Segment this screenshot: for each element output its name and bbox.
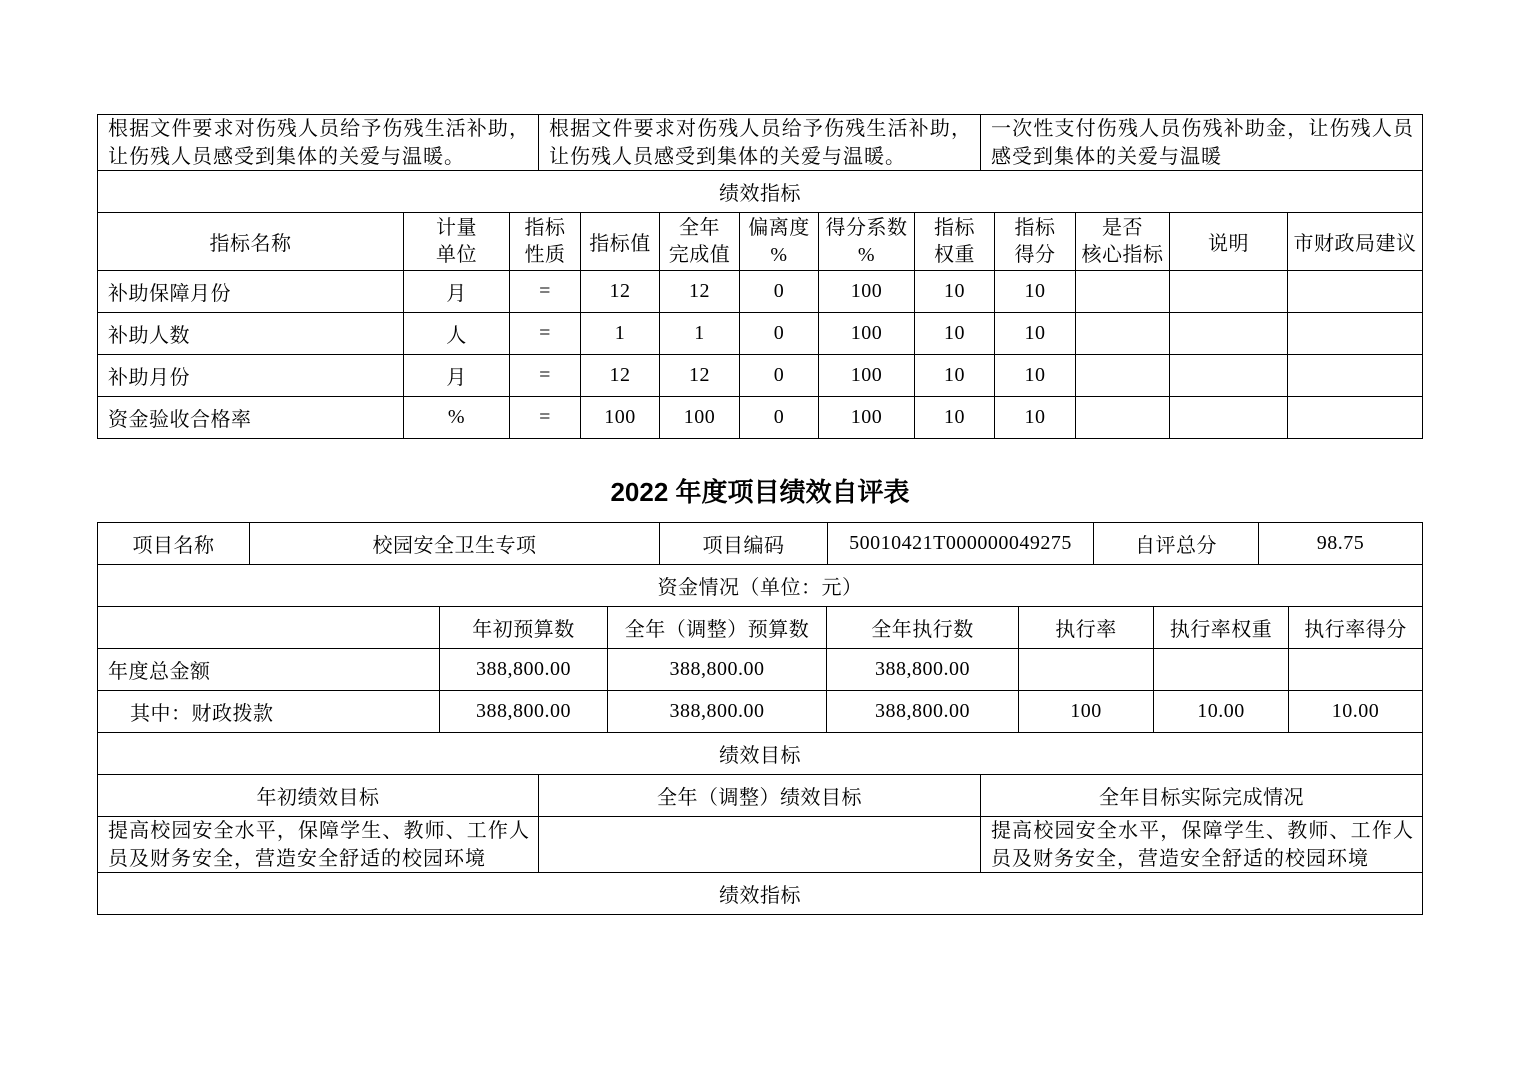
- execution-weight-cell: 10.00: [1154, 691, 1289, 733]
- header-execution-score: 执行率得分: [1289, 607, 1423, 649]
- header-line: 完成值: [668, 243, 731, 266]
- header-execution-rate: 执行率: [1019, 607, 1154, 649]
- header-target-value: 指标值: [581, 213, 660, 271]
- header-line: 偏离度: [748, 216, 810, 239]
- score-coefficient-cell: 100: [819, 355, 915, 397]
- indicator-row: [98, 397, 1423, 439]
- core-indicator-cell: [1076, 313, 1170, 355]
- header-line: 得分: [1014, 243, 1056, 266]
- score-coefficient-cell: 100: [819, 313, 915, 355]
- funding-row-total: [98, 649, 1423, 691]
- score-cell: 10: [995, 271, 1076, 313]
- core-indicator-cell: [1076, 355, 1170, 397]
- adjusted-goal-cell: 根据文件要求对伤残人员给予伤残生活补助，让伤残人员感受到集体的关爱与温暖。: [539, 115, 981, 171]
- deviation-cell: 0: [740, 313, 819, 355]
- indicator-row: [98, 313, 1423, 355]
- funding-item-label: 年度总金额: [98, 649, 440, 691]
- header-core-indicator: [1076, 213, 1170, 271]
- header-actual-value: [660, 213, 740, 271]
- nature-cell: =: [510, 355, 581, 397]
- execution-score-cell: [1289, 649, 1423, 691]
- finance-bureau-advice-cell: [1288, 271, 1423, 313]
- total-score-value: 98.75: [1259, 523, 1423, 565]
- project-info-row: [98, 523, 1423, 565]
- header-adjusted-budget: 全年（调整）预算数: [608, 607, 827, 649]
- funding-section-row: [98, 565, 1423, 607]
- header-deviation: [740, 213, 819, 271]
- score-coefficient-cell: 100: [819, 271, 915, 313]
- header-execution-weight: 执行率权重: [1154, 607, 1289, 649]
- funding-header-row: [98, 607, 1423, 649]
- header-line: 指标: [934, 216, 975, 239]
- indicator-name-cell: 补助人数: [98, 313, 404, 355]
- indicator-table-top: [97, 114, 1423, 439]
- core-indicator-cell: [1076, 271, 1170, 313]
- executed-amount-cell: 388,800.00: [827, 649, 1019, 691]
- initial-goal-cell: 根据文件要求对伤残人员给予伤残生活补助，让伤残人员感受到集体的关爱与温暖。: [98, 115, 539, 171]
- weight-cell: 10: [915, 313, 995, 355]
- header-line: 全年: [679, 216, 720, 239]
- weight-cell: 10: [915, 271, 995, 313]
- initial-budget-cell: 388,800.00: [440, 691, 608, 733]
- actual-value-cell: 12: [660, 355, 740, 397]
- header-line: %: [857, 243, 876, 266]
- goals-section-row: [98, 733, 1423, 775]
- project-code-label: 项目编码: [660, 523, 828, 565]
- target-value-cell: 100: [581, 397, 660, 439]
- nature-cell: =: [510, 397, 581, 439]
- indicator-name-cell: 补助月份: [98, 355, 404, 397]
- weight-cell: 10: [915, 355, 995, 397]
- goals-row: [98, 115, 1423, 171]
- initial-budget-cell: 388,800.00: [440, 649, 608, 691]
- adjusted-budget-cell: 388,800.00: [608, 691, 827, 733]
- indicator-section-label: 绩效指标: [98, 873, 1423, 915]
- initial-goal-cell: 提高校园安全水平，保障学生、教师、工作人员及财务安全，营造安全舒适的校园环境: [98, 817, 539, 873]
- target-value-cell: 12: [581, 355, 660, 397]
- indicator-name-cell: 资金验收合格率: [98, 397, 404, 439]
- funding-row-fiscal: [98, 691, 1423, 733]
- adjusted-goal-cell: [539, 817, 981, 873]
- header-unit: [404, 213, 510, 271]
- header-line: 单位: [436, 243, 477, 266]
- header-line: 指标: [1014, 216, 1056, 239]
- target-value-cell: 12: [581, 271, 660, 313]
- execution-rate-cell: 100: [1019, 691, 1154, 733]
- header-line: 性质: [524, 243, 566, 266]
- indicator-row: [98, 271, 1423, 313]
- header-weight: [915, 213, 995, 271]
- nature-cell: =: [510, 271, 581, 313]
- nature-cell: =: [510, 313, 581, 355]
- finance-bureau-advice-cell: [1288, 355, 1423, 397]
- actual-value-cell: 1: [660, 313, 740, 355]
- note-cell: [1170, 355, 1288, 397]
- indicator-section-label: 绩效指标: [98, 171, 1423, 213]
- header-line: 核心指标: [1081, 243, 1164, 266]
- funding-section-label: 资金情况（单位：元）: [98, 565, 1423, 607]
- header-line: 是否: [1102, 216, 1143, 239]
- header-line: 计量: [436, 216, 477, 239]
- unit-cell: 人: [404, 313, 510, 355]
- header-score: [995, 213, 1076, 271]
- execution-weight-cell: [1154, 649, 1289, 691]
- execution-score-cell: 10.00: [1289, 691, 1423, 733]
- header-actual-completion: 全年目标实际完成情况: [981, 775, 1423, 817]
- unit-cell: 月: [404, 271, 510, 313]
- note-cell: [1170, 271, 1288, 313]
- target-value-cell: 1: [581, 313, 660, 355]
- project-code-value: 50010421T000000049275: [828, 523, 1094, 565]
- header-finance-bureau-advice: 市财政局建议: [1288, 213, 1423, 271]
- actual-completion-cell: 提高校园安全水平，保障学生、教师、工作人员及财务安全，营造安全舒适的校园环境: [981, 817, 1423, 873]
- executed-amount-cell: 388,800.00: [827, 691, 1019, 733]
- project-name-label: 项目名称: [98, 523, 250, 565]
- goals-row: [98, 817, 1423, 873]
- funding-header-blank: [98, 607, 440, 649]
- core-indicator-cell: [1076, 397, 1170, 439]
- actual-goal-cell: 一次性支付伤残人员伤残补助金，让伤残人员感受到集体的关爱与温暖: [981, 115, 1423, 171]
- header-line: 权重: [934, 243, 975, 266]
- header-initial-budget: 年初预算数: [440, 607, 608, 649]
- header-indicator-name: 指标名称: [98, 213, 404, 271]
- score-cell: 10: [995, 313, 1076, 355]
- note-cell: [1170, 397, 1288, 439]
- project-name-value: 校园安全卫生专项: [250, 523, 660, 565]
- score-cell: 10: [995, 397, 1076, 439]
- deviation-cell: 0: [740, 355, 819, 397]
- unit-cell: %: [404, 397, 510, 439]
- execution-rate-cell: [1019, 649, 1154, 691]
- header-executed-amount: 全年执行数: [827, 607, 1019, 649]
- finance-bureau-advice-cell: [1288, 397, 1423, 439]
- score-cell: 10: [995, 355, 1076, 397]
- project-evaluation-table: [97, 522, 1423, 915]
- indicator-name-cell: 补助保障月份: [98, 271, 404, 313]
- header-note: 说明: [1170, 213, 1288, 271]
- indicator-row: [98, 355, 1423, 397]
- actual-value-cell: 100: [660, 397, 740, 439]
- header-line: %: [770, 243, 788, 266]
- goals-section-label: 绩效目标: [98, 733, 1423, 775]
- indicator-header-row: [98, 213, 1423, 271]
- header-line: 得分系数: [825, 216, 908, 239]
- weight-cell: 10: [915, 397, 995, 439]
- score-coefficient-cell: 100: [819, 397, 915, 439]
- indicator-section-row: [98, 171, 1423, 213]
- funding-item-label: 其中：财政拨款: [98, 691, 440, 733]
- deviation-cell: 0: [740, 271, 819, 313]
- finance-bureau-advice-cell: [1288, 313, 1423, 355]
- header-score-coefficient: [819, 213, 915, 271]
- header-nature: [510, 213, 581, 271]
- header-line: 指标: [524, 216, 566, 239]
- header-initial-goal: 年初绩效目标: [98, 775, 539, 817]
- actual-value-cell: 12: [660, 271, 740, 313]
- adjusted-budget-cell: 388,800.00: [608, 649, 827, 691]
- unit-cell: 月: [404, 355, 510, 397]
- page-title: 2022 年度项目绩效自评表: [610, 477, 910, 507]
- goal-header-row: [98, 775, 1423, 817]
- header-adjusted-goal: 全年（调整）绩效目标: [539, 775, 981, 817]
- total-score-label: 自评总分: [1094, 523, 1259, 565]
- deviation-cell: 0: [740, 397, 819, 439]
- note-cell: [1170, 313, 1288, 355]
- indicator-section-row: [98, 873, 1423, 915]
